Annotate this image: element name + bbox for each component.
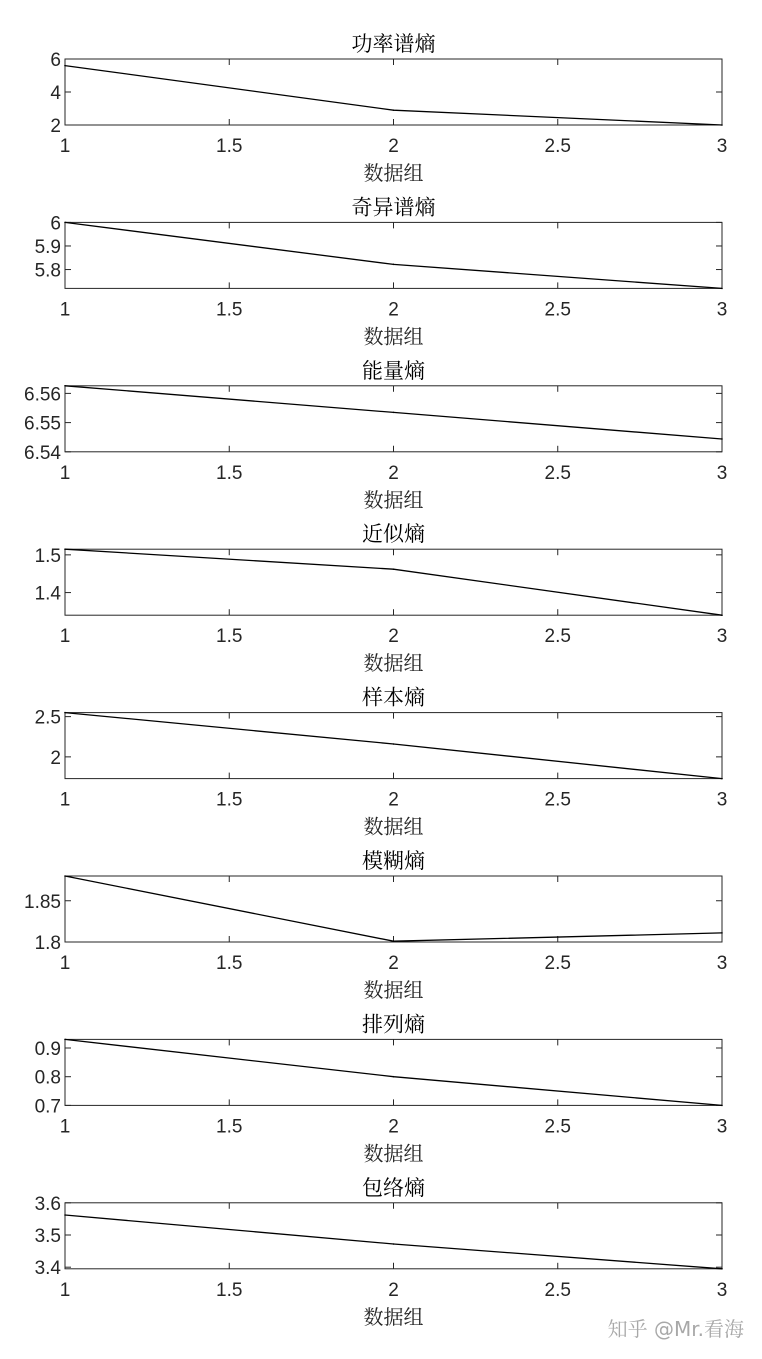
x-tick-label: 2.5 [544, 462, 571, 484]
plot-title: 样本熵 [362, 685, 425, 710]
x-tick-label: 3 [716, 136, 728, 157]
data-point [64, 712, 66, 714]
subplot-3 [24, 359, 727, 512]
plot-title: 排列熵 [362, 1012, 425, 1037]
data-point [64, 65, 66, 67]
x-tick-label: 1 [59, 953, 71, 974]
subplot-7 [35, 1012, 728, 1165]
y-tick-label: 3.6 [34, 1193, 61, 1215]
x-axis-label: 数据组 [363, 651, 424, 676]
x-tick-label: 1 [59, 462, 71, 484]
data-point [393, 412, 395, 414]
x-tick-label: 2 [388, 789, 399, 811]
data-point [393, 940, 395, 942]
watermark-text: 知乎 @Mr.看海 [607, 1317, 744, 1341]
data-point [721, 124, 723, 126]
y-tick-label: 2.5 [34, 707, 61, 729]
plot-title: 能量熵 [362, 358, 425, 383]
y-tick-label: 1.4 [34, 583, 61, 605]
data-point [393, 109, 395, 111]
axes-frame [65, 386, 722, 452]
y-tick-label: 0.9 [34, 1039, 61, 1061]
data-point [64, 875, 66, 877]
x-tick-label: 2.5 [544, 299, 571, 321]
x-tick-label: 1.5 [216, 136, 243, 157]
y-tick-label: 3.5 [34, 1225, 61, 1247]
x-tick-label: 1.5 [216, 1279, 243, 1301]
y-tick-label: 1.85 [24, 891, 61, 913]
plot-title: 包络熵 [362, 1175, 425, 1200]
x-tick-label: 3 [716, 1279, 728, 1301]
axes-frame [65, 59, 722, 125]
data-point [393, 1243, 395, 1245]
y-tick-label: 3.4 [34, 1258, 61, 1280]
data-point [64, 1039, 66, 1041]
y-tick-label: 1.5 [34, 545, 61, 567]
axes-frame [65, 549, 722, 615]
x-tick-label: 3 [716, 1116, 728, 1138]
data-point [721, 932, 723, 934]
x-tick-label: 2 [388, 1279, 399, 1301]
axes-frame [65, 1203, 722, 1269]
x-tick-label: 1 [59, 1279, 71, 1301]
x-tick-label: 2.5 [544, 1279, 571, 1301]
data-point [393, 1076, 395, 1078]
x-tick-label: 2.5 [544, 626, 571, 648]
x-tick-label: 2 [388, 1116, 399, 1138]
x-axis-label: 数据组 [363, 1304, 424, 1329]
y-tick-label: 5.8 [34, 260, 61, 282]
y-tick-label: 2 [50, 116, 61, 137]
x-tick-label: 1.5 [216, 1116, 243, 1138]
x-axis-label: 数据组 [363, 1141, 424, 1166]
y-tick-label: 6.55 [24, 413, 61, 435]
x-tick-label: 2 [388, 462, 399, 484]
x-axis-label: 数据组 [363, 978, 424, 1002]
plot-title: 模糊熵 [362, 849, 425, 873]
subplot-1 [50, 32, 727, 185]
data-point [64, 222, 66, 224]
plot-title: 奇异谱熵 [351, 195, 436, 220]
x-tick-label: 2.5 [544, 789, 571, 811]
x-tick-label: 1.5 [216, 626, 243, 648]
x-tick-label: 1.5 [216, 953, 243, 974]
x-tick-label: 1 [59, 299, 71, 321]
data-point [393, 264, 395, 266]
subplot-6 [24, 849, 727, 1002]
x-tick-label: 3 [716, 462, 728, 484]
x-tick-label: 2 [388, 299, 399, 321]
x-tick-label: 2 [388, 953, 399, 974]
y-tick-label: 6 [50, 213, 61, 235]
y-tick-label: 5.9 [34, 236, 61, 258]
y-tick-label: 6.54 [24, 442, 61, 464]
x-tick-label: 2.5 [544, 953, 571, 974]
y-tick-label: 2 [50, 747, 61, 769]
axes-frame [65, 222, 722, 288]
data-point [64, 385, 66, 387]
axes-frame [65, 876, 722, 942]
x-tick-label: 1 [59, 1116, 71, 1138]
data-point [721, 614, 723, 616]
data-point [721, 288, 723, 290]
x-tick-label: 3 [716, 953, 728, 974]
y-tick-label: 6.56 [24, 384, 61, 406]
data-point [721, 1105, 723, 1107]
x-tick-label: 3 [716, 299, 728, 321]
x-tick-label: 1 [59, 136, 71, 157]
subplot-2 [35, 195, 728, 348]
subplot-5 [35, 686, 728, 839]
x-axis-label: 数据组 [363, 814, 424, 839]
x-axis-label: 数据组 [363, 324, 424, 349]
y-tick-label: 0.7 [34, 1096, 61, 1118]
data-point [64, 1214, 66, 1216]
data-point [721, 438, 723, 440]
x-axis-label: 数据组 [363, 161, 424, 185]
x-tick-label: 2.5 [544, 136, 571, 157]
x-tick-label: 2 [388, 136, 399, 157]
y-tick-label: 0.8 [34, 1067, 61, 1089]
x-tick-label: 1 [59, 626, 71, 648]
x-tick-label: 1 [59, 789, 71, 811]
x-tick-label: 2.5 [544, 1116, 571, 1138]
data-point [721, 778, 723, 780]
y-tick-label: 6 [50, 50, 61, 71]
data-point [64, 548, 66, 550]
y-tick-label: 4 [50, 83, 61, 104]
plot-title: 功率谱熵 [351, 32, 436, 56]
data-point [393, 568, 395, 570]
x-axis-label: 数据组 [363, 487, 424, 512]
subplot-8 [35, 1176, 728, 1329]
y-tick-label: 1.8 [34, 933, 61, 954]
x-tick-label: 2 [388, 626, 399, 648]
plot-title: 近似熵 [362, 522, 425, 547]
x-tick-label: 3 [716, 789, 728, 811]
data-point [721, 1268, 723, 1270]
x-tick-label: 1.5 [216, 299, 243, 321]
x-tick-label: 3 [716, 626, 728, 648]
subplot-4 [35, 522, 728, 675]
axes-frame [65, 1039, 722, 1105]
x-tick-label: 1.5 [216, 789, 243, 811]
data-point [393, 743, 395, 745]
x-tick-label: 1.5 [216, 462, 243, 484]
